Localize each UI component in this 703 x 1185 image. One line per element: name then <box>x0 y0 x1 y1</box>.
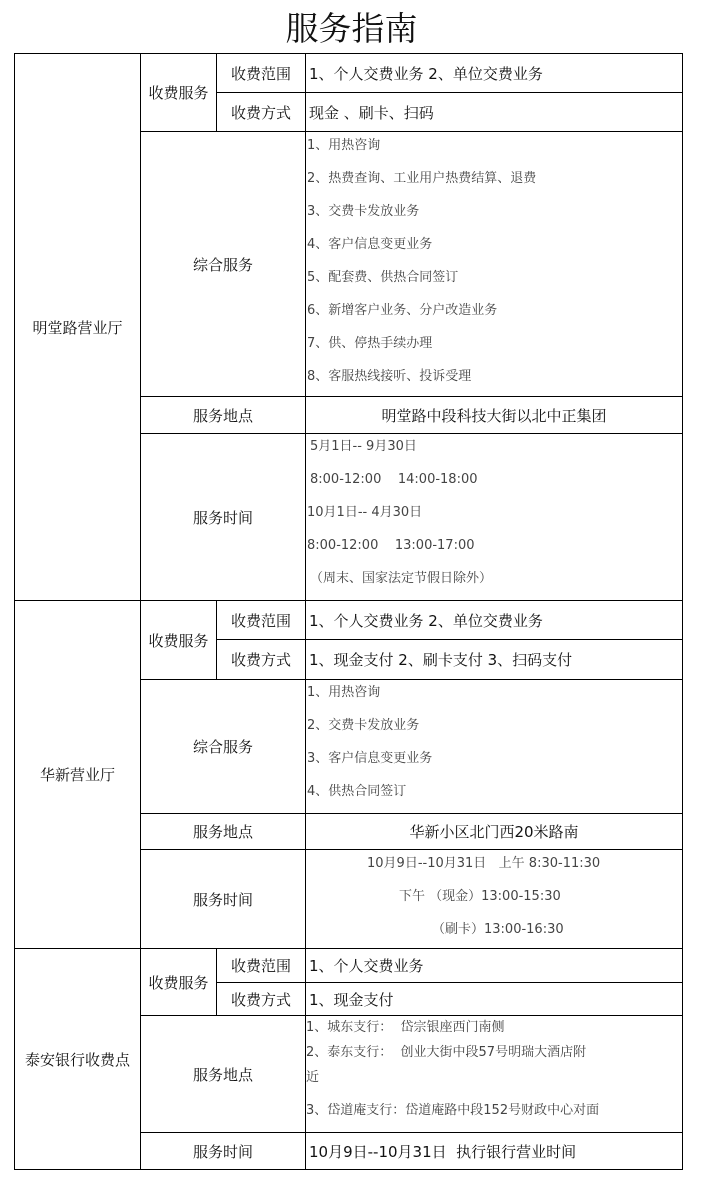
hall-name: 华新营业厅 <box>39 766 115 784</box>
table-border-right <box>682 53 683 1170</box>
list-item: 3、客户信息变更业务 <box>307 751 433 766</box>
general-service-label: 综合服务 <box>192 738 253 756</box>
location-line: 3、岱道庵支行：岱道庵路中段152号财政中心对面 <box>306 1103 600 1118</box>
list-item: 3、交费卡发放业务 <box>307 204 420 219</box>
fee-service-label: 收费服务 <box>148 973 209 992</box>
fee-method-value: 1、现金支付 <box>309 990 394 1009</box>
fee-method-value: 现金 、刷卡、扫码 <box>309 103 434 122</box>
hours-line: 下午 （现金）13:00-15:30 <box>399 889 561 904</box>
general-service-label: 综合服务 <box>192 255 253 274</box>
hours-label: 服务时间 <box>192 1142 253 1161</box>
hours-value: 10月9日--10月31日 执行银行营业时间 <box>309 1142 577 1161</box>
hall-name: 泰安银行收费点 <box>24 1050 130 1069</box>
location-value: 明堂路中段科技大街以北中正集团 <box>381 406 607 425</box>
hours-label: 服务时间 <box>192 508 253 527</box>
fee-method-label: 收费方式 <box>230 103 291 122</box>
location-label: 服务地点 <box>192 823 253 841</box>
list-item: 8、客服热线接听、投诉受理 <box>307 369 472 384</box>
table-border-bottom <box>14 1169 683 1170</box>
list-item: 6、新增客户业务、分户改造业务 <box>307 303 498 318</box>
list-item: 1、用热咨询 <box>307 138 381 153</box>
hours-list <box>306 430 492 595</box>
fee-method-label: 收费方式 <box>230 651 291 669</box>
fee-scope-value: 1、个人交费业务 2、单位交费业务 <box>309 611 543 630</box>
fee-scope-value: 1、个人交费业务 2、单位交费业务 <box>309 64 543 83</box>
location-line: 1、城东支行： 岱宗银座西门南侧 <box>306 1020 505 1035</box>
fee-service-label: 收费服务 <box>148 84 209 102</box>
list-item: 7、供、停热手续办理 <box>307 336 433 351</box>
location-label: 服务地点 <box>192 1065 253 1084</box>
hall-name: 明堂路营业厅 <box>32 318 123 337</box>
general-service-list <box>306 676 432 808</box>
general-service-list <box>306 129 536 393</box>
hours-line: 8:00-12:00 14:00-18:00 <box>310 472 478 487</box>
hours-label: 服务时间 <box>192 890 253 909</box>
list-item: 1、用热咨询 <box>307 685 381 700</box>
location-value: 华新小区北门西20米路南 <box>409 823 579 841</box>
location-line: 2、泰东支行： 创业大街中段57号明瑞大酒店附 <box>306 1045 587 1060</box>
fee-scope-label: 收费范围 <box>230 957 291 975</box>
hours-line: 10月9日--10月31日 上午 8:30-11:30 <box>367 856 601 871</box>
location-line: 近 <box>306 1070 320 1085</box>
list-item: 4、客户信息变更业务 <box>307 237 433 252</box>
hours-line: 5月1日-- 9月30日 <box>310 439 417 454</box>
fee-method-label: 收费方式 <box>230 990 291 1009</box>
fee-method-value: 1、现金支付 2、刷卡支付 3、扫码支付 <box>309 651 573 669</box>
fee-scope-value: 1、个人交费业务 <box>309 957 424 975</box>
hours-line: 8:00-12:00 13:00-17:00 <box>307 538 475 553</box>
location-label: 服务地点 <box>192 406 253 425</box>
list-item: 2、交费卡发放业务 <box>307 718 420 733</box>
fee-service-label: 收费服务 <box>148 631 209 650</box>
hours-line: （周末、国家法定节假日除外） <box>310 571 493 586</box>
hours-line: （刷卡）13:00-16:30 <box>432 922 564 937</box>
page-title: 服务指南 <box>285 9 418 48</box>
list-item: 5、配套费、供热合同签订 <box>307 270 459 285</box>
fee-scope-label: 收费范围 <box>230 64 291 83</box>
list-item: 2、热费查询、工业用户热费结算、退费 <box>307 171 537 186</box>
fee-scope-label: 收费范围 <box>230 611 291 630</box>
hours-line: 10月1日-- 4月30日 <box>307 505 423 520</box>
list-item: 4、供热合同签订 <box>307 784 407 799</box>
